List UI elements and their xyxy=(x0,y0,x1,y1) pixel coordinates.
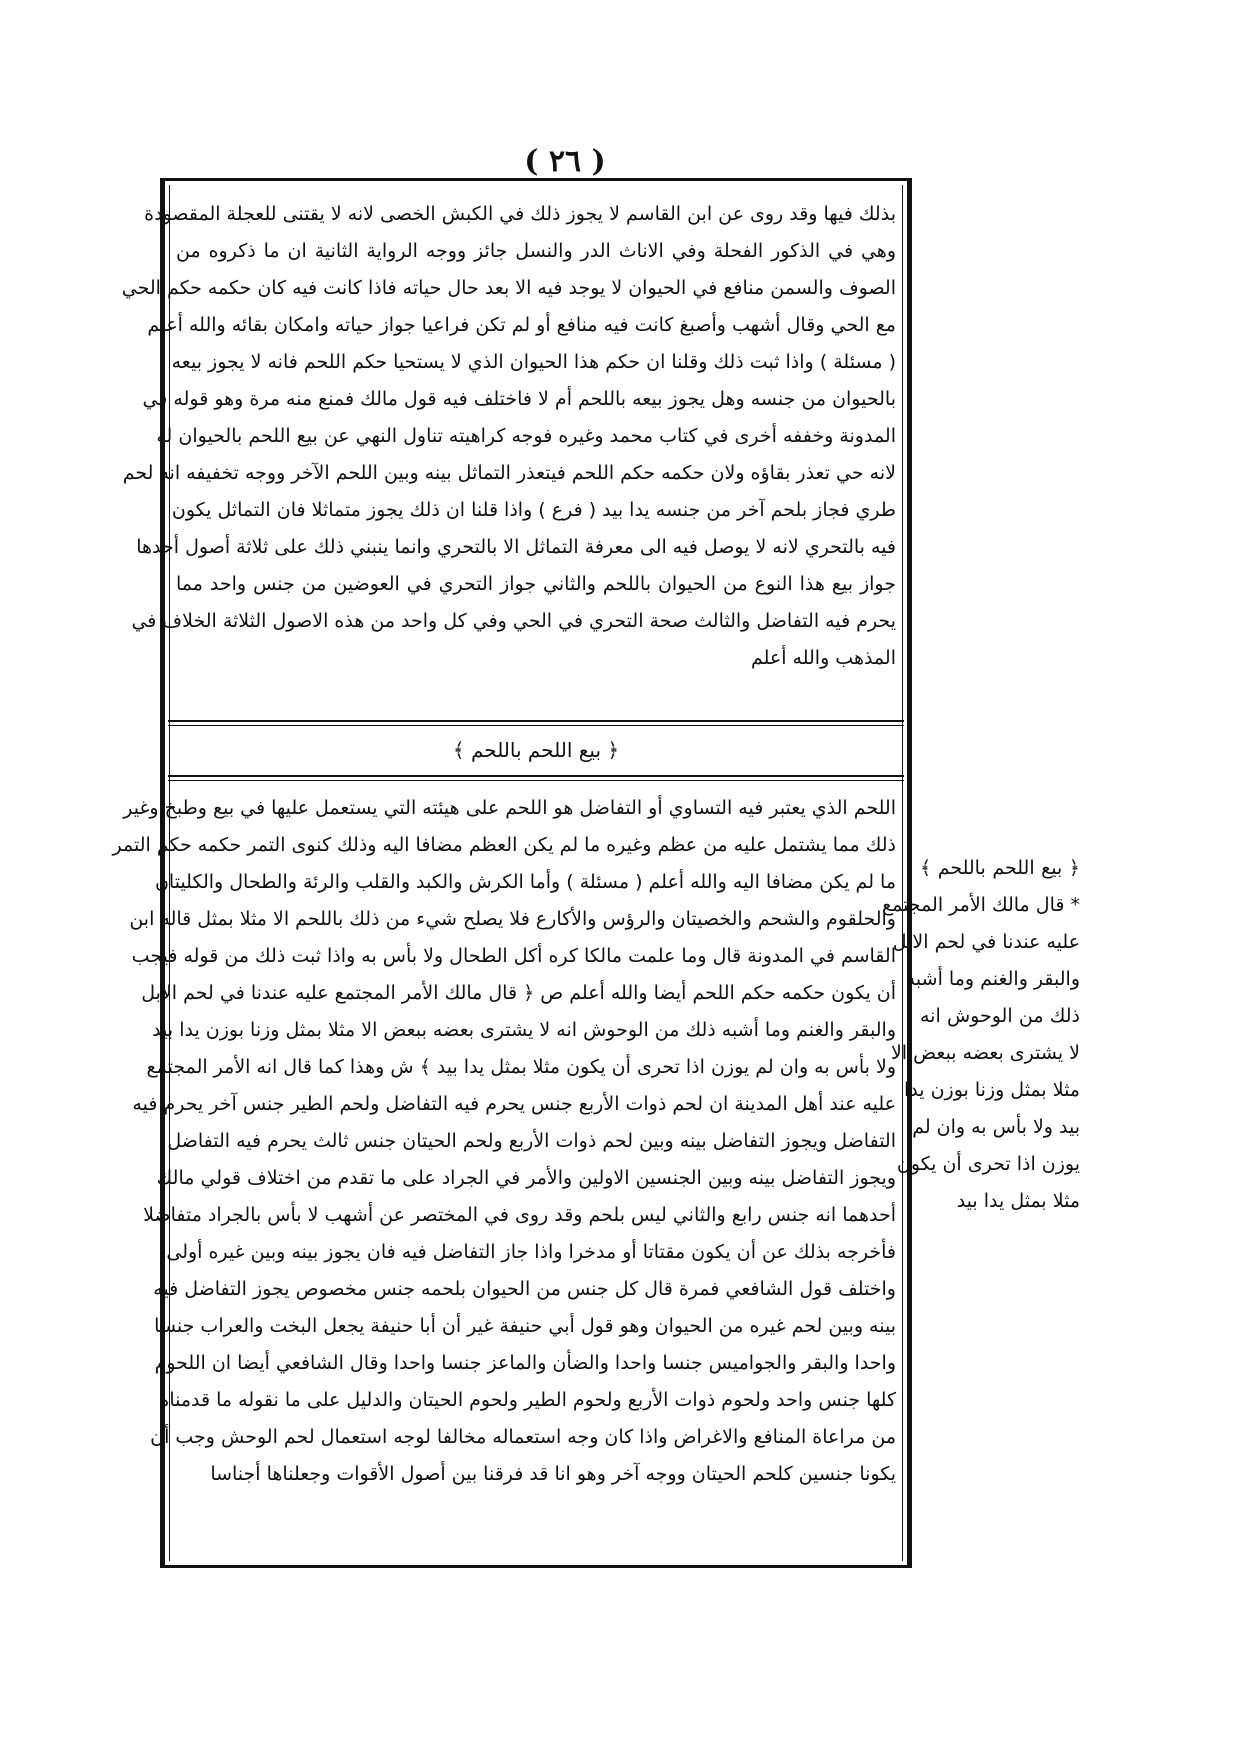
margin-note-line: ذلك من الوحوش انه xyxy=(920,1005,1080,1027)
text-line: المدونة وخففه أخرى في كتاب محمد وغيره فوجه كراهيته تناول النهي عن بيع اللحم بالحيوان له xyxy=(156,425,896,447)
section-heading: ﴿ بيع اللحم باللحم ﴾ xyxy=(452,738,620,762)
margin-note-line: مثلا بمثل وزنا بوزن يدا xyxy=(903,1079,1080,1101)
section-rule-bottom xyxy=(168,775,904,781)
margin-note-line: يوزن اذا تحرى أن يكون xyxy=(896,1153,1080,1175)
text-line: ما لم يكن مضافا اليه والله أعلم ( مسئلة ) وأما الكرش والكبد والقلب والرئة والطحال والكليتان xyxy=(154,871,896,893)
text-line: ولا بأس به وان لم يوزن اذا تحرى أن يكون مثلا بمثل يدا بيد ﴾ ش وهذا كما قال انه الأمر المجتمع xyxy=(146,1056,896,1078)
text-line: كلها جنس واحد ولحوم ذوات الأربع ولحوم الطير ولحوم الحيتان والدليل على ما نقوله ما قدمناه xyxy=(159,1389,896,1411)
upper-text-block xyxy=(121,196,896,677)
text-line: بذلك فيها وقد روى عن ابن القاسم لا يجوز ذلك في الكبش الخصى لانه لا يقتنى للعجلة المقصودة xyxy=(144,203,896,225)
text-line: التفاضل ويجوز التفاضل بينه وبين لحم ذوات الأربع ولحم الحيتان جنس ثالث يحرم فيه التفاضل xyxy=(167,1130,896,1152)
text-line: بالحيوان من جنسه وهل يجوز بيعه باللحم أم لا فاختلف فيه قول مالك فمنع منه مرة وهو قوله في xyxy=(142,388,896,410)
text-line: واختلف قول الشافعي فمرة قال كل جنس من الحيوان بلحمه جنس مخصوص يجوز التفاضل فيه xyxy=(153,1278,896,1300)
margin-note-line: مثلا بمثل يدا بيد xyxy=(956,1190,1080,1212)
text-line: بينه وبين لحم غيره من الحيوان وهو قول أبي حنيفة غير أن أبا حنيفة يجعل البخت والعراب جنسا xyxy=(154,1315,896,1337)
margin-note xyxy=(881,850,1080,1220)
text-line: لانه حي تعذر بقاؤه ولان حكمه حكم اللحم فيتعذر التماثل بينه وبين اللحم الآخر ووجه تخفيفه انه لحم xyxy=(122,462,896,484)
text-line: المذهب والله أعلم xyxy=(750,647,896,669)
lower-text-block xyxy=(112,790,896,1493)
margin-note-line: ﴿ بيع اللحم باللحم ﴾ xyxy=(920,857,1080,879)
margin-note-line: والبقر والغنم وما أشبه xyxy=(905,968,1080,990)
text-line: طري فجاز بلحم آخر من جنسه يدا بيد ( فرع ) واذا قلنا ان ذلك يجوز متماثلا فان التماثل يكون xyxy=(171,499,896,521)
text-line: القاسم في المدونة قال وما علمت مالكا كره أكل الطحال ولا بأس به واذا ثبت ذلك من قوله فيجب xyxy=(131,945,896,967)
section-rule-top xyxy=(168,720,904,726)
text-line: أحدهما انه جنس رابع والثاني ليس بلحم وقد روى في المختصر عن أشهب لا بأس بالجراد متفاضلا xyxy=(143,1204,896,1226)
text-line: ذلك مما يشتمل عليه من عظم وغيره ما لم يكن العظم مضافا اليه وذلك كنوى التمر حكمه حكم التمر xyxy=(112,834,896,856)
text-line: يحرم فيه التفاضل والثالث صحة التحري في الحي وفي كل واحد من هذه الاصول الثلاثة الخلاف في xyxy=(131,610,896,632)
text-line: مع الحي وقال أشهب وأصبغ كانت فيه منافع أو لم تكن فراعيا جواز حياته وامكان بقائه والله أعلم xyxy=(147,314,896,336)
text-line: وهي في الذكور الفحلة وفي الاناث الدر والنسل جائز ووجه الرواية الثانية ان ما ذكروه من xyxy=(176,240,896,262)
text-line: جواز بيع هذا النوع من الحيوان باللحم والثاني جواز التحري في العوضين من جنس واحد مما xyxy=(176,573,896,595)
margin-note-line: بيد ولا بأس به وان لم xyxy=(912,1116,1080,1138)
margin-note-line: * قال مالك الأمر المجتمع xyxy=(881,894,1080,916)
text-line: عليه عند أهل المدينة ان لحم ذوات الأربع جنس يحرم فيه التفاضل ولحم الطير جنس آخر يحرم فيه xyxy=(132,1093,896,1115)
margin-note-line: لا يشترى بعضه ببعض الا xyxy=(890,1042,1080,1064)
text-line: أن يكون حكمه حكم اللحم أيضا والله أعلم ص ﴿ قال مالك الأمر المجتمع عليه عندنا في لحم الابل xyxy=(141,982,896,1004)
page-number: ( ٢٦ ) xyxy=(524,144,606,179)
text-line: من مراعاة المنافع والاغراض واذا كان وجه استعماله مخالفا لوجه استعمال لحم الوحش وجب أن xyxy=(150,1426,896,1448)
text-line: والبقر والغنم وما أشبه ذلك من الوحوش انه لا يشترى بعضه ببعض الا مثلا بمثل وزنا بوزن يدا بيد xyxy=(152,1019,896,1041)
text-line: يكونا جنسين كلحم الحيتان ووجه آخر وهو انا قد فرقنا بين أصول الأقوات وجعلناها أجناسا xyxy=(210,1463,896,1485)
margin-note-line: عليه عندنا في لحم الابل xyxy=(892,931,1080,953)
text-line: ويجوز التفاضل بينه وبين الجنسين الاولين والأمر في الجراد على ما تقدم من اختلاف قولي مالك xyxy=(156,1167,896,1189)
text-line: واحدا والبقر والجواميس جنسا واحدا والضأن والماعز جنسا واحدا وقال الشافعي أيضا ان اللحوم xyxy=(154,1352,896,1374)
text-line: فأخرجه بذلك عن أن يكون مقتاتا أو مدخرا واذا جاز التفاضل فيه فان يجوز بينه وبين غيره أولى xyxy=(166,1241,896,1263)
text-line: والحلقوم والشحم والخصيتان والرؤس والأكارع فلا يصلح شيء من ذلك باللحم الا مثلا بمثل قاله ابن xyxy=(129,908,896,930)
text-line: الصوف والسمن منافع في الحيوان لا يوجد فيه الا بعد حال حياته فاذا كانت فيه كان حكمه حكم الحي xyxy=(121,277,896,299)
text-line: ( مسئلة ) واذا ثبت ذلك وقلنا ان حكم هذا الحيوان الذي لا يستحيا حكم اللحم فانه لا يجوز بيعه xyxy=(171,351,896,373)
text-line: اللحم الذي يعتبر فيه التساوي أو التفاضل هو اللحم على هيئته التي يستعمل عليها في بيع وطبخ وغير xyxy=(123,797,896,819)
text-line: فيه بالتحري لانه لا يوصل فيه الى معرفة التماثل الا بالتحري وانما ينبني ذلك على ثلاثة أصول أحدها xyxy=(136,536,896,558)
